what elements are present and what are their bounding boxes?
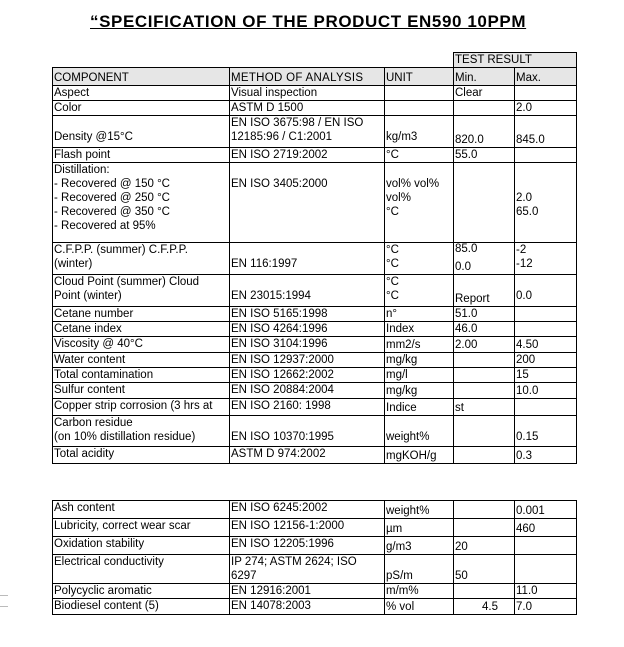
max-cell-line xyxy=(516,163,575,177)
unit-cell xyxy=(385,163,454,243)
min-cell xyxy=(454,368,515,383)
method-cell-line xyxy=(231,275,383,289)
method-cell xyxy=(230,584,385,599)
max-cell-line: 200 xyxy=(516,354,536,366)
min-cell-line: 46.0 xyxy=(455,323,478,335)
min-cell xyxy=(454,116,515,148)
component-cell-line: Viscosity @ 40°C xyxy=(54,338,143,350)
unit-cell-line: kg/m3 xyxy=(386,131,418,143)
method-cell-line: 12185:96 / C1:2001 xyxy=(231,131,333,143)
unit-header: UNIT xyxy=(385,68,454,86)
method-cell-line: EN ISO 3104:1996 xyxy=(231,338,328,350)
component-cell-line: Density @15°C xyxy=(54,131,133,143)
unit-cell xyxy=(385,275,454,307)
component-cell xyxy=(53,555,230,584)
table-row xyxy=(53,353,577,368)
unit-cell xyxy=(385,243,454,275)
method-cell xyxy=(230,368,385,383)
min-cell xyxy=(454,353,515,368)
unit-cell-line xyxy=(386,101,452,115)
min-cell xyxy=(454,148,515,163)
component-cell-line: Flash point xyxy=(54,149,111,161)
margin-mark xyxy=(0,595,8,607)
min-cell xyxy=(454,337,515,353)
component-cell xyxy=(53,243,230,275)
method-cell xyxy=(230,275,385,307)
max-cell-line: 7.0 xyxy=(516,601,532,613)
unit-cell xyxy=(385,399,454,416)
method-cell xyxy=(230,322,385,337)
component-cell xyxy=(53,353,230,368)
unit-cell-line: vol% xyxy=(386,192,411,204)
unit-cell xyxy=(385,148,454,163)
unit-cell-line: weight% xyxy=(386,505,430,517)
component-cell xyxy=(53,275,230,307)
component-cell-line: Biodiesel content (5) xyxy=(54,600,159,612)
component-cell xyxy=(53,519,230,537)
max-cell-line: 0.3 xyxy=(516,450,532,462)
unit-cell-line: mgKOH/g xyxy=(386,450,437,462)
max-cell-line: 65.0 xyxy=(516,206,539,218)
max-cell-line: 0.15 xyxy=(516,431,539,443)
table-row xyxy=(53,383,577,399)
table-row xyxy=(53,116,577,148)
component-cell xyxy=(53,148,230,163)
max-cell xyxy=(515,86,577,101)
unit-cell xyxy=(385,337,454,353)
max-cell-line xyxy=(516,416,575,430)
component-cell-line: Oxidation stability xyxy=(54,538,145,550)
unit-cell xyxy=(385,116,454,148)
method-cell xyxy=(230,447,385,464)
max-cell-line xyxy=(516,86,575,100)
unit-cell-line: mg/l xyxy=(386,369,408,381)
min-cell xyxy=(454,275,515,307)
max-cell xyxy=(515,447,577,464)
component-cell-line: Sulfur content xyxy=(54,384,125,396)
method-cell-line: EN 116:1997 xyxy=(231,258,298,270)
table-row xyxy=(53,416,577,447)
min-cell xyxy=(454,416,515,447)
component-cell xyxy=(53,416,230,447)
component-cell xyxy=(53,599,230,615)
component-cell xyxy=(53,322,230,337)
unit-cell-line: Index xyxy=(386,323,415,335)
unit-cell-line: pS/m xyxy=(386,570,413,582)
min-cell-line xyxy=(455,449,513,463)
unit-cell xyxy=(385,555,454,584)
max-cell xyxy=(515,307,577,322)
method-cell xyxy=(230,116,385,148)
max-cell-line: 10.0 xyxy=(516,385,539,397)
method-cell-line: IP 274; ASTM 2624; ISO xyxy=(231,556,357,568)
method-cell-line: EN ISO 4264:1996 xyxy=(231,323,328,335)
min-cell-line xyxy=(455,522,513,536)
min-cell xyxy=(454,86,515,101)
method-cell-line: EN ISO 2160: 1998 xyxy=(231,400,331,412)
unit-cell-line: mg/kg xyxy=(386,385,418,397)
document-title: “SPECIFICATION OF THE PRODUCT EN590 10PPM xyxy=(90,12,527,31)
table-row xyxy=(53,275,577,307)
max-cell-line xyxy=(516,275,575,289)
component-cell xyxy=(53,447,230,464)
method-cell-line: 6297 xyxy=(231,570,257,582)
max-cell-line xyxy=(516,540,575,554)
min-cell-line xyxy=(455,504,513,518)
max-cell-line xyxy=(516,148,575,162)
table-row xyxy=(53,447,577,464)
max-cell-line: 0.001 xyxy=(516,505,545,517)
min-cell xyxy=(454,447,515,464)
method-cell-line: EN 14078:2003 xyxy=(231,600,311,612)
max-cell xyxy=(515,399,577,416)
table-row xyxy=(53,337,577,353)
unit-cell xyxy=(385,599,454,615)
component-cell-line: Lubricity, correct wear scar xyxy=(54,520,191,532)
table-row xyxy=(53,537,577,555)
max-cell-line: 2.0 xyxy=(516,192,532,204)
unit-cell xyxy=(385,501,454,519)
table-row xyxy=(53,599,577,615)
component-cell-line: Cetane number xyxy=(54,308,134,320)
min-cell xyxy=(454,322,515,337)
max-cell-line: 4.50 xyxy=(516,339,539,351)
min-cell-line: 0.0 xyxy=(455,261,471,273)
table-row xyxy=(53,101,577,116)
max-cell xyxy=(515,243,577,275)
table-row xyxy=(53,501,577,519)
method-cell xyxy=(230,353,385,368)
component-cell xyxy=(53,163,230,243)
min-cell xyxy=(454,537,515,555)
unit-cell-line: µm xyxy=(386,523,403,535)
min-cell-line xyxy=(455,584,513,598)
method-cell-line: EN ISO 6245:2002 xyxy=(231,502,328,514)
component-cell-line xyxy=(54,116,228,130)
method-cell xyxy=(230,243,385,275)
component-cell-line: Point (winter) xyxy=(54,290,122,302)
max-cell-line: 11.0 xyxy=(516,585,538,597)
unit-cell xyxy=(385,353,454,368)
unit-cell-line: weight% xyxy=(386,431,430,443)
max-cell-line xyxy=(516,307,575,321)
min-cell xyxy=(454,101,515,116)
component-cell-line: Water content xyxy=(54,354,126,366)
unit-cell-line xyxy=(386,116,452,130)
max-cell xyxy=(515,368,577,383)
component-cell-line: (on 10% distillation residue) xyxy=(54,431,196,443)
min-cell-line: st xyxy=(455,402,464,414)
unit-cell xyxy=(385,322,454,337)
table-row xyxy=(53,584,577,599)
component-cell-line: Polycyclic aromatic xyxy=(54,585,152,597)
max-cell xyxy=(515,416,577,447)
min-cell xyxy=(454,599,515,615)
method-cell-line: EN ISO 12937:2000 xyxy=(231,354,334,366)
min-cell xyxy=(454,501,515,519)
table-row xyxy=(53,322,577,337)
method-cell-line: EN ISO 20884:2004 xyxy=(231,384,334,396)
method-cell-line: EN ISO 5165:1998 xyxy=(231,308,328,320)
method-cell xyxy=(230,383,385,399)
unit-cell-line: °C xyxy=(386,244,399,256)
unit-cell-line xyxy=(386,416,452,430)
method-cell-line: EN ISO 10370:1995 xyxy=(231,431,334,443)
unit-cell xyxy=(385,86,454,101)
method-cell xyxy=(230,599,385,615)
max-cell-line xyxy=(516,401,575,415)
table-row xyxy=(53,519,577,537)
unit-cell-line: °C xyxy=(386,290,399,302)
max-cell-line: 2.0 xyxy=(516,102,532,114)
component-cell xyxy=(53,383,230,399)
max-cell-line xyxy=(516,569,575,583)
component-cell xyxy=(53,501,230,519)
min-header: Min. xyxy=(454,68,515,86)
component-cell xyxy=(53,307,230,322)
unit-cell-line: °C xyxy=(386,149,399,161)
max-cell-line xyxy=(516,177,575,191)
method-cell-line xyxy=(231,163,383,177)
min-cell-line: 55.0 xyxy=(455,149,478,161)
unit-cell xyxy=(385,307,454,322)
max-cell xyxy=(515,537,577,555)
unit-cell xyxy=(385,368,454,383)
unit-cell xyxy=(385,584,454,599)
unit-cell xyxy=(385,447,454,464)
min-cell xyxy=(454,399,515,416)
method-cell-line: Visual inspection xyxy=(231,87,318,99)
unit-cell-line: g/m3 xyxy=(386,541,412,553)
unit-cell-line: m/m% xyxy=(386,585,419,597)
max-cell-line: 0.0 xyxy=(516,290,532,302)
component-cell-line: C.F.P.P. (summer) C.F.P.P. xyxy=(54,244,189,256)
method-cell xyxy=(230,555,385,584)
component-cell xyxy=(53,584,230,599)
component-cell-line: - Recovered @ 250 °C xyxy=(54,192,170,204)
unit-cell-line: n° xyxy=(386,308,397,320)
component-cell-line: Ash content xyxy=(54,502,115,514)
unit-cell-line: °C xyxy=(386,276,399,288)
component-header: COMPONENT xyxy=(53,68,230,86)
component-cell xyxy=(53,101,230,116)
min-cell xyxy=(454,163,515,255)
min-cell-line xyxy=(455,368,513,382)
method-cell-line: EN ISO 12205:1996 xyxy=(231,538,334,550)
table-row xyxy=(53,148,577,163)
max-cell xyxy=(515,599,577,615)
min-cell-line: 2.00 xyxy=(455,339,478,351)
component-cell-line: Distillation: xyxy=(54,164,110,176)
table-row xyxy=(53,399,577,416)
method-cell xyxy=(230,163,385,243)
method-cell xyxy=(230,501,385,519)
component-cell-line: - Recovered @ 150 °C xyxy=(54,178,170,190)
table-row xyxy=(53,368,577,383)
component-cell-line: Aspect xyxy=(54,87,90,99)
method-cell xyxy=(230,148,385,163)
component-cell xyxy=(53,116,230,148)
unit-cell xyxy=(385,519,454,537)
min-cell-line: 50 xyxy=(455,570,468,582)
unit-cell xyxy=(385,101,454,116)
component-cell-line: Electrical conductivity xyxy=(54,556,164,568)
min-cell xyxy=(454,383,515,399)
method-cell xyxy=(230,307,385,322)
component-cell-line: - Recovered @ 350 °C xyxy=(54,206,170,218)
method-cell-line xyxy=(231,243,383,257)
component-cell xyxy=(53,399,230,416)
min-cell-line: 820.0 xyxy=(455,134,484,146)
unit-cell-line: Indice xyxy=(386,402,417,414)
unit-cell-line: mm2/s xyxy=(386,339,421,351)
min-cell-line xyxy=(455,432,513,446)
method-cell-line xyxy=(231,416,383,430)
component-cell-line: Cetane index xyxy=(54,323,122,335)
method-cell xyxy=(230,399,385,416)
method-cell-line: EN ISO 2719:2002 xyxy=(231,149,328,161)
max-cell xyxy=(515,337,577,353)
method-cell-line: EN ISO 12156-1:2000 xyxy=(231,520,345,532)
component-cell xyxy=(53,537,230,555)
unit-cell-line xyxy=(386,86,452,100)
max-cell xyxy=(515,501,577,519)
max-cell xyxy=(515,116,577,148)
header-row xyxy=(53,68,577,86)
max-cell-line xyxy=(516,322,575,336)
method-header: METHOD OF ANALYSIS xyxy=(230,68,385,86)
specification-table-additional xyxy=(52,500,577,615)
unit-cell xyxy=(385,537,454,555)
max-cell xyxy=(515,101,577,116)
min-cell xyxy=(454,584,515,599)
max-cell xyxy=(515,148,577,163)
unit-cell-line: °C xyxy=(386,258,399,270)
overflow-fragment: 85.0 xyxy=(455,243,478,255)
unit-cell-line: mg/kg xyxy=(386,354,418,366)
component-cell-line: Total acidity xyxy=(54,448,115,460)
unit-cell-line: vol% vol% xyxy=(386,178,440,190)
min-cell-line: 4.5 xyxy=(482,601,498,613)
header-row-top xyxy=(53,53,577,68)
table-row xyxy=(53,243,577,275)
method-cell xyxy=(230,101,385,116)
max-header: Max. xyxy=(515,68,577,86)
max-cell-line: 460 xyxy=(516,523,536,535)
unit-cell-line: °C xyxy=(386,206,399,218)
table-row xyxy=(53,307,577,322)
max-cell xyxy=(515,322,577,337)
unit-cell-line xyxy=(386,555,452,569)
component-cell xyxy=(53,368,230,383)
component-cell-line: Total contamination xyxy=(54,369,154,381)
table-row xyxy=(53,163,577,243)
min-cell-line xyxy=(455,384,513,398)
method-cell-line: EN ISO 3405:2000 xyxy=(231,178,328,190)
max-cell xyxy=(515,163,577,243)
min-cell-line: 20 xyxy=(455,541,468,553)
max-cell-line: 15 xyxy=(516,369,529,381)
max-cell xyxy=(515,584,577,599)
component-cell-line: - Recovered at 95% xyxy=(54,220,156,232)
min-cell-line xyxy=(455,101,513,115)
specification-table xyxy=(52,52,577,464)
max-cell-line: -2 xyxy=(516,244,527,256)
max-cell xyxy=(515,353,577,368)
max-cell xyxy=(515,275,577,307)
component-cell-line: Copper strip corrosion (3 hrs at xyxy=(54,400,213,412)
method-cell-line: EN 12916:2001 xyxy=(231,585,311,597)
component-cell xyxy=(53,86,230,101)
min-cell-line xyxy=(455,228,513,242)
component-cell xyxy=(53,337,230,353)
unit-cell xyxy=(385,416,454,447)
min-cell xyxy=(454,519,515,537)
method-cell xyxy=(230,86,385,101)
unit-cell xyxy=(385,383,454,399)
max-cell xyxy=(515,555,577,584)
test-result-header: TEST RESULT xyxy=(454,53,577,68)
component-cell-line: Carbon residue xyxy=(54,417,133,429)
unit-cell-line: % vol xyxy=(386,601,415,613)
table-row xyxy=(53,86,577,101)
max-cell xyxy=(515,383,577,399)
min-cell-line: 51.0 xyxy=(455,308,478,320)
min-cell-line: Report xyxy=(455,293,490,305)
method-cell xyxy=(230,337,385,353)
component-cell-line: Color xyxy=(54,102,82,114)
method-cell-line: EN 23015:1994 xyxy=(231,290,311,302)
component-cell-line: (winter) xyxy=(54,258,93,270)
method-cell xyxy=(230,416,385,447)
max-cell-line: -12 xyxy=(516,258,533,270)
min-cell-line: Clear xyxy=(455,87,483,99)
table-row xyxy=(53,555,577,584)
unit-cell-line xyxy=(386,163,452,177)
method-cell-line: EN ISO 3675:98 / EN ISO xyxy=(231,117,364,129)
component-cell-line: Cloud Point (summer) Cloud xyxy=(54,276,200,288)
max-cell-line: 845.0 xyxy=(516,134,545,146)
method-cell xyxy=(230,537,385,555)
min-cell xyxy=(454,307,515,322)
min-cell xyxy=(454,555,515,584)
method-cell xyxy=(230,519,385,537)
method-cell-line: ASTM D 974:2002 xyxy=(231,448,326,460)
max-cell xyxy=(515,519,577,537)
min-cell-line xyxy=(455,353,513,367)
method-cell-line: ASTM D 1500 xyxy=(231,102,304,114)
method-cell-line: EN ISO 12662:2002 xyxy=(231,369,334,381)
